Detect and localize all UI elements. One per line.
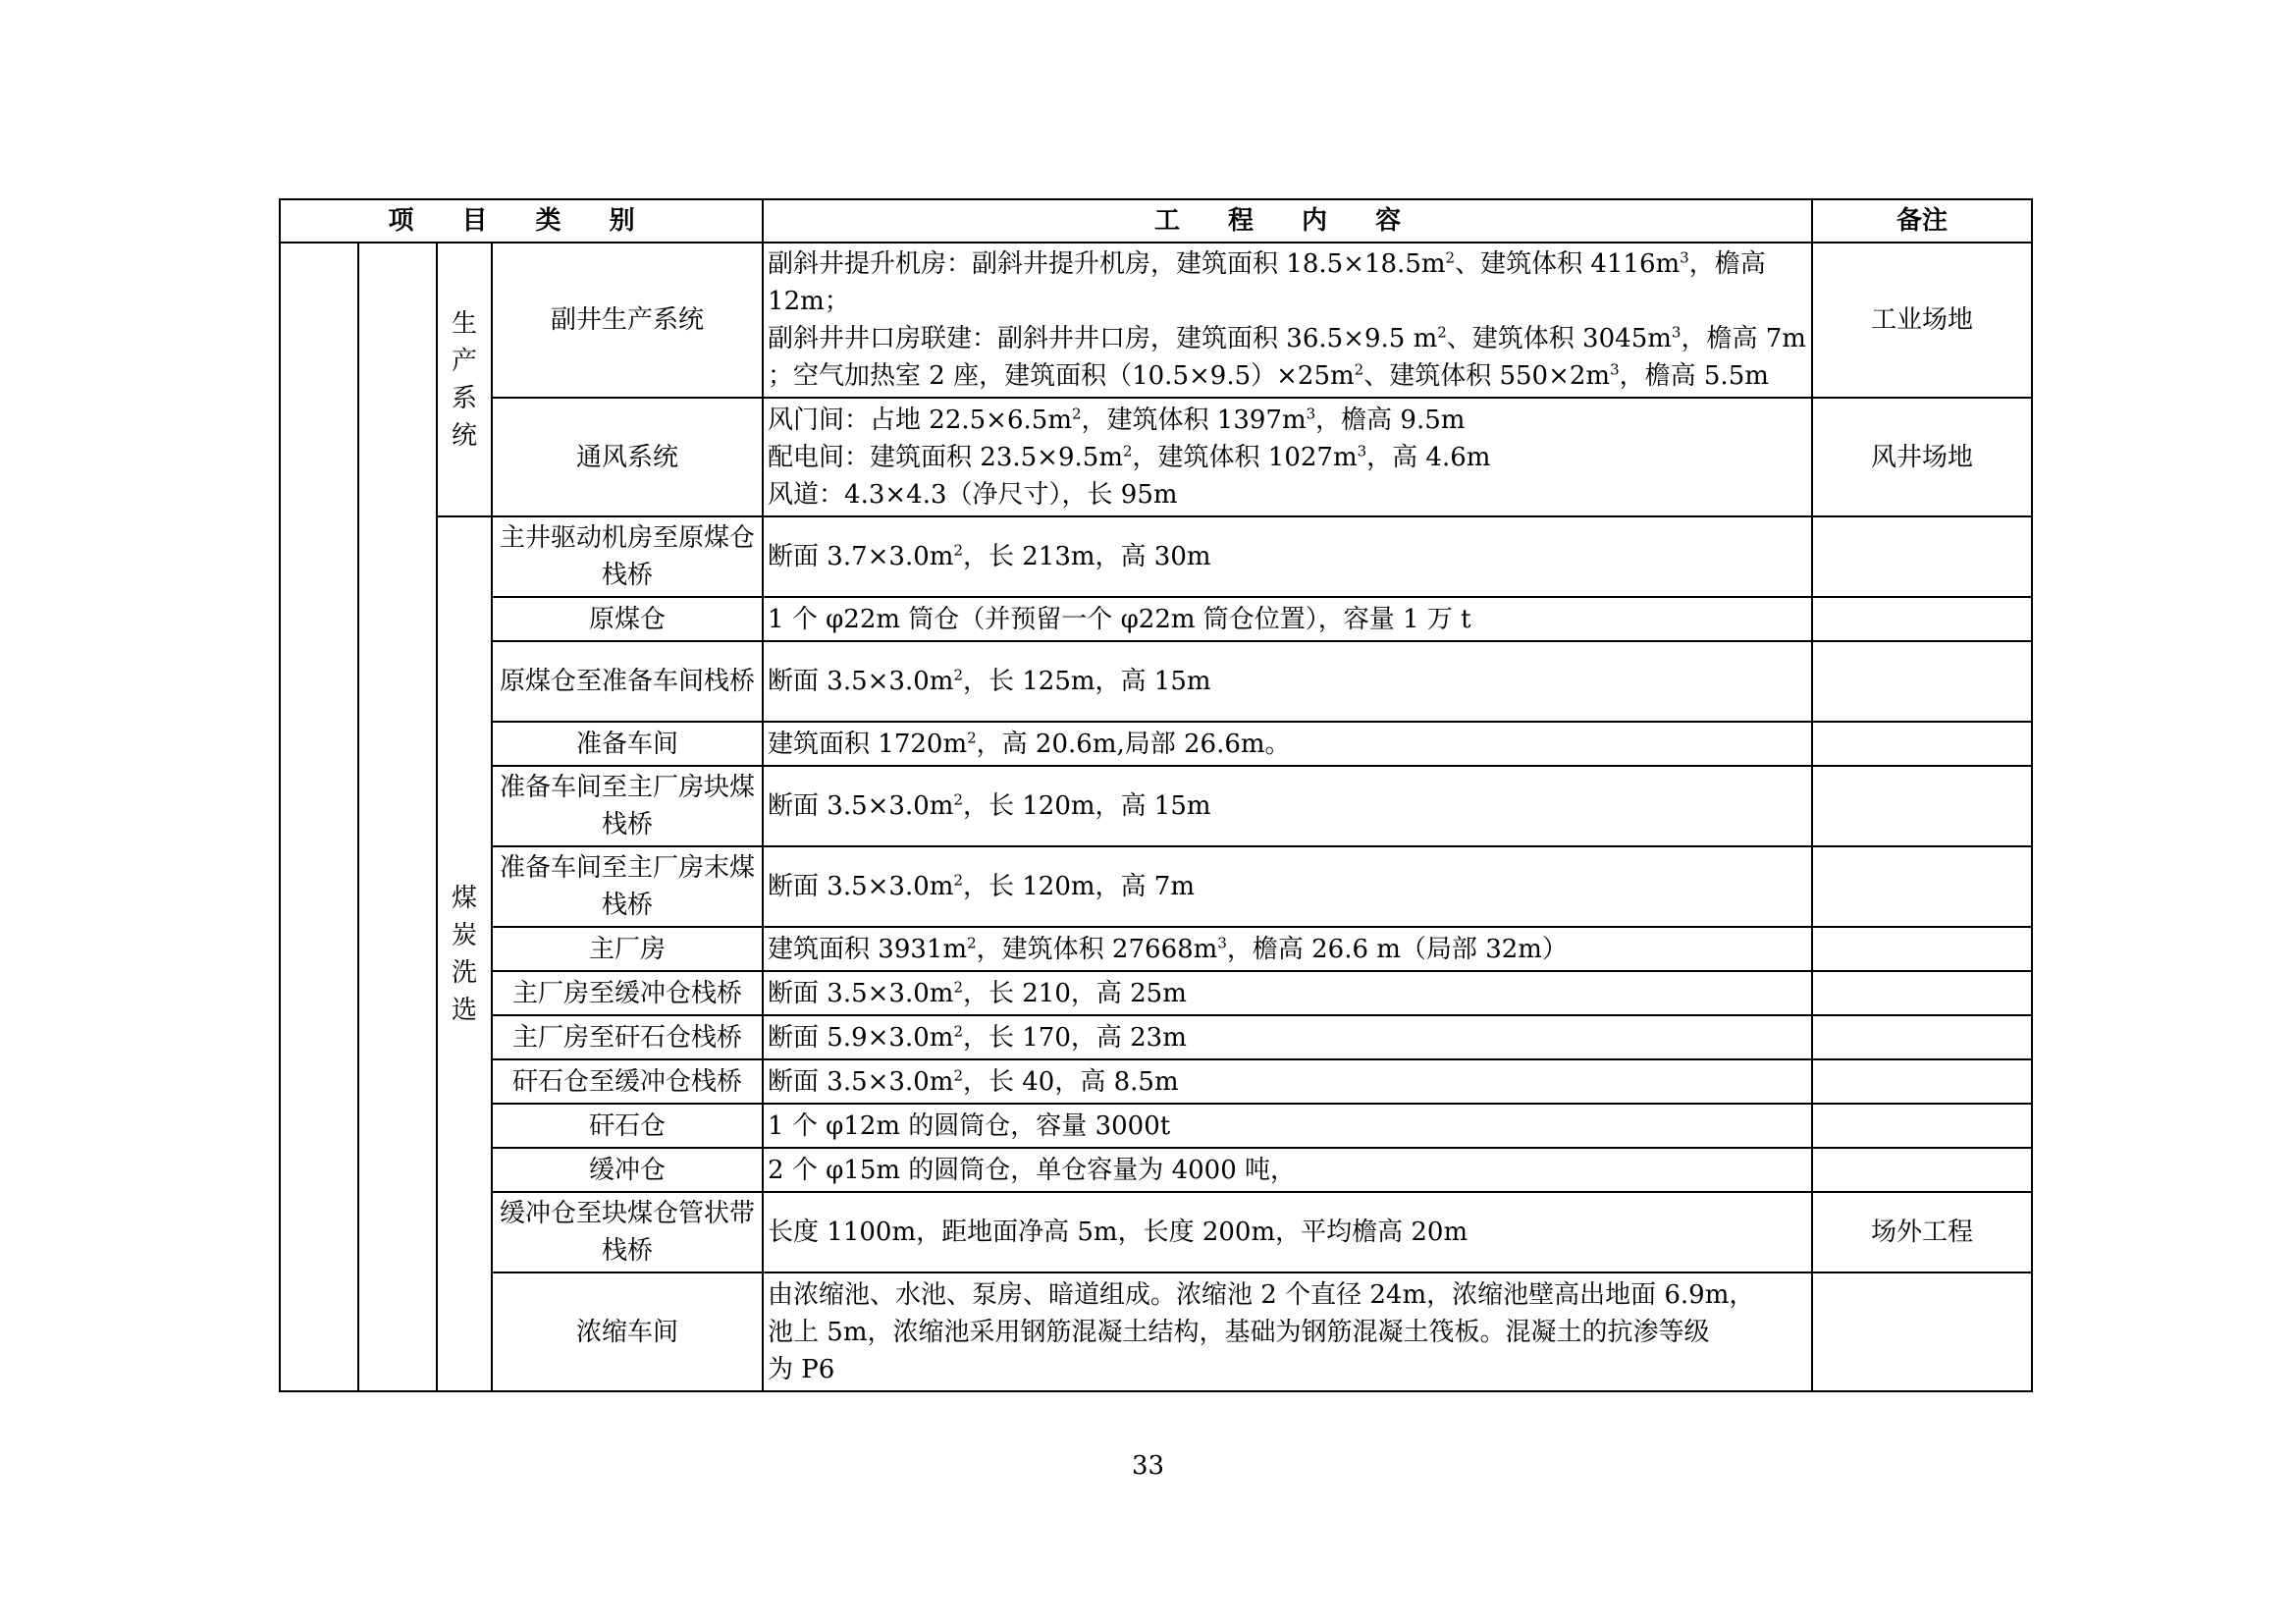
table-row <box>280 1272 2032 1391</box>
item-name: 准备车间至主厂房块煤栈桥 <box>492 766 763 846</box>
item-content: 断面 $3.5\times 3.0m^2$，长 120m，高 7m <box>763 846 1812 927</box>
item-name: 主井驱动机房至原煤仓栈桥 <box>492 516 763 597</box>
content-line: 池上 5m，浓缩池采用钢筋混凝土结构，基础为钢筋混凝土筏板。混凝土的抗渗等级 <box>768 1317 1710 1347</box>
item-note <box>1812 1104 2032 1148</box>
item-content: 断面 $5.9\times 3.0m^2$，长 170，高 23m <box>763 1015 1812 1059</box>
item-note <box>1812 1272 2032 1391</box>
content-line: 副斜井提升机房：副斜井提升机房，建筑面积 $18.5\times 18.5m^2$、建筑体积 $4116m^3$，檐高 <box>768 248 1766 279</box>
item-name: 缓冲仓至块煤仓管状带栈桥 <box>492 1192 763 1272</box>
item-name: 矸石仓至缓冲仓栈桥 <box>492 1059 763 1104</box>
item-name: 主厂房至缓冲仓栈桥 <box>492 971 763 1015</box>
table-row <box>280 766 2032 846</box>
content-line: 由浓缩池、水池、泵房、暗道组成。浓缩池 2 个直径 24m，浓缩池壁高出地面 6.9m， <box>768 1279 1755 1310</box>
table-header-row <box>280 199 2032 243</box>
item-note <box>1812 766 2032 846</box>
item-content: 建筑面积 $3931m^2$，建筑体积 $27668m^3$，檐高 26.6 m（局部 32m） <box>763 927 1812 971</box>
item-content <box>763 1272 1812 1391</box>
item-note <box>1812 1015 2032 1059</box>
table-row <box>280 927 2032 971</box>
header-note: 备注 <box>1812 199 2032 243</box>
header-content: 工 程 内 容 <box>763 199 1812 243</box>
item-note <box>1812 846 2032 927</box>
content-line: 12m； <box>768 287 850 316</box>
item-name: 缓冲仓 <box>492 1148 763 1192</box>
item-note <box>1812 927 2032 971</box>
item-content: 2 个 φ15m 的圆筒仓，单仓容量为 4000 吨， <box>763 1148 1812 1192</box>
item-name: 准备车间 <box>492 722 763 766</box>
table-row <box>280 398 2032 516</box>
item-content: 断面 $3.7\times 3.0m^2$，长 213m，高 30m <box>763 516 1812 597</box>
blank-cell-2 <box>358 243 437 1391</box>
content-line: 风道：4.3×4.3（净尺寸），长 95m <box>768 479 1178 510</box>
table-row <box>280 1104 2032 1148</box>
item-content: 1 个 φ12m 的圆筒仓，容量 3000t <box>763 1104 1812 1148</box>
page-number: 33 <box>1131 1451 1165 1481</box>
item-note <box>1812 641 2032 722</box>
table-row <box>280 971 2032 1015</box>
table-row <box>280 1192 2032 1272</box>
item-content: 断面 $3.5\times 3.0m^2$，长 125m，高 15m <box>763 641 1812 722</box>
item-content: 断面 $3.5\times 3.0m^2$，长 120m，高 15m <box>763 766 1812 846</box>
item-note <box>1812 1059 2032 1104</box>
content-line: 副斜井井口房联建：副斜井井口房，建筑面积 36.5×9.5 $m^2$、建筑体积 $3045m^3$，檐高 7m <box>768 323 1806 353</box>
item-content: 建筑面积 $1720m^2$，高 20.6m,局部 26.6m。 <box>763 722 1812 766</box>
item-name: 通风系统 <box>492 398 763 516</box>
table-row <box>280 243 2032 398</box>
item-name: 原煤仓 <box>492 597 763 641</box>
table-row <box>280 722 2032 766</box>
item-note <box>1812 516 2032 597</box>
item-note <box>1812 1148 2032 1192</box>
item-note: 工业场地 <box>1812 243 2032 398</box>
content-line: 风门间：占地 $22.5\times 6.5m^2$，建筑体积 $1397m^3$，檐高 9.5m <box>768 404 1466 435</box>
item-name: 矸石仓 <box>492 1104 763 1148</box>
item-name: 主厂房 <box>492 927 763 971</box>
blank-cell-1 <box>280 243 358 1391</box>
item-note: 风井场地 <box>1812 398 2032 516</box>
item-name: 准备车间至主厂房末煤栈桥 <box>492 846 763 927</box>
content-line: 配电间：建筑面积 $23.5\times 9.5m^2$，建筑体积 $1027m^3$，高 4.6m <box>768 441 1491 472</box>
item-content: 断面 $3.5\times 3.0m^2$，长 40，高 8.5m <box>763 1059 1812 1104</box>
table-row <box>280 597 2032 641</box>
table-row <box>280 1059 2032 1104</box>
group-washing: 煤 炭 洗 选 <box>437 516 492 1391</box>
item-content: 断面 $3.5\times 3.0m^2$，长 210，高 25m <box>763 971 1812 1015</box>
table-row <box>280 846 2032 927</box>
item-content: 1 个 φ22m 筒仓（并预留一个 φ22m 筒仓位置），容量 1 万 t <box>763 597 1812 641</box>
item-note: 场外工程 <box>1812 1192 2032 1272</box>
item-name: 原煤仓至准备车间栈桥 <box>492 641 763 722</box>
header-category: 项 目 类 别 <box>280 199 763 243</box>
item-name: 浓缩车间 <box>492 1272 763 1391</box>
item-name: 主厂房至矸石仓栈桥 <box>492 1015 763 1059</box>
item-name: 副井生产系统 <box>492 243 763 398</box>
content-line: ；空气加热室 2 座，建筑面积$(10.5\times 9.5)\times 25m^2$、建筑体积 $550\times 2m^3$，檐高 5.5m <box>768 360 1769 391</box>
project-table <box>279 198 2033 1392</box>
group-production: 生 产 系 统 <box>437 243 492 516</box>
content-line: 为 P6 <box>768 1354 835 1384</box>
table-row <box>280 516 2032 597</box>
table-row <box>280 1148 2032 1192</box>
item-note <box>1812 597 2032 641</box>
item-content <box>763 398 1812 516</box>
item-note <box>1812 971 2032 1015</box>
table-row <box>280 1015 2032 1059</box>
item-content: 长度 1100m，距地面净高 5m，长度 200m，平均檐高 20m <box>763 1192 1812 1272</box>
table-row <box>280 641 2032 722</box>
item-note <box>1812 722 2032 766</box>
item-content <box>763 243 1812 398</box>
